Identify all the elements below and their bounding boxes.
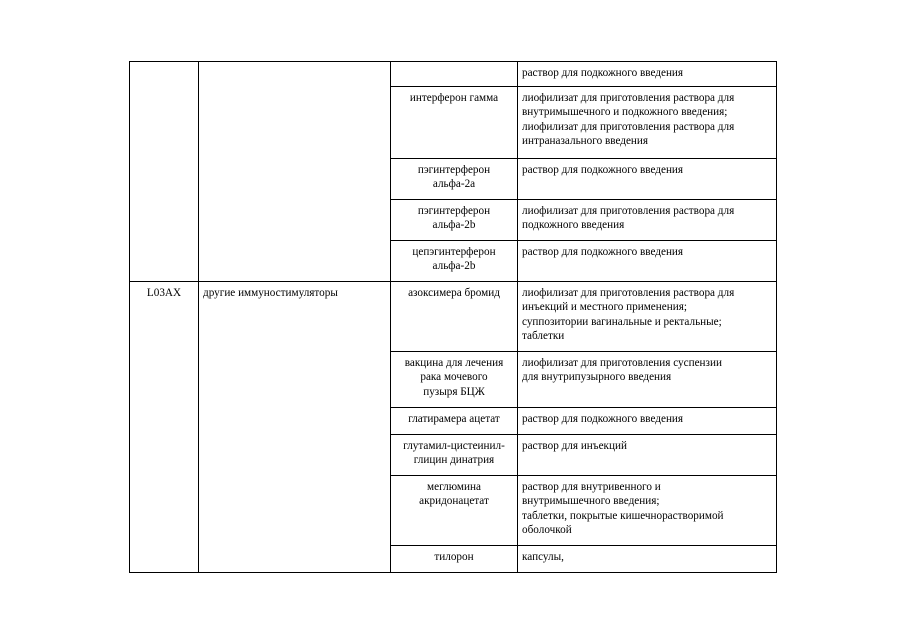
dosage-form-line: лиофилизат для приготовления раствора для	[522, 204, 735, 217]
dosage-form-line: суппозитории вагинальные и ректальные;	[522, 315, 722, 328]
dosage-form-line: лиофилизат для приготовления раствора для	[522, 91, 735, 104]
dosage-form-line: внутримышечного и подкожного введения;	[522, 106, 728, 119]
atc-code-cell	[130, 62, 199, 282]
dosage-form-line: интраназального введения	[522, 135, 649, 148]
dosage-form-line: капсулы,	[522, 550, 564, 563]
dosage-form-line: лиофилизат для приготовления суспензии	[522, 356, 722, 369]
drug-name-cell	[391, 199, 518, 240]
drug-name-line: интерферон гамма	[409, 91, 499, 104]
drug-name-cell	[391, 86, 518, 158]
dosage-form-cell	[518, 475, 777, 545]
drug-name-line: альфа-2b	[432, 219, 476, 232]
dosage-form-line: раствор для подкожного введения	[522, 412, 684, 425]
table-row	[130, 281, 777, 351]
dosage-form-line: внутримышечного введения;	[522, 495, 660, 508]
drug-name-line: альфа-2a	[432, 178, 476, 191]
dosage-form-line: раствор для внутривенного и	[522, 480, 661, 493]
dosage-form-line: таблетки, покрытые кишечнорастворимой	[522, 509, 724, 522]
drug-name-line: глицин динатрия	[413, 454, 495, 467]
drug-name-cell	[391, 475, 518, 545]
dosage-form-line: раствор для подкожного введения	[522, 245, 684, 258]
dosage-form-cell	[518, 158, 777, 199]
drug-name-line: меглюмина	[427, 480, 481, 493]
dosage-form-line: таблетки	[522, 330, 565, 343]
dosage-form-cell	[518, 199, 777, 240]
dosage-form-line: для внутрипузырного введения	[522, 371, 672, 384]
drug-name-cell	[391, 407, 518, 434]
dosage-form-line: раствор для подкожного введения	[522, 67, 684, 79]
drug-name-line: альфа-2b	[432, 260, 476, 273]
drug-name-line: цепэгинтерферон	[412, 245, 496, 258]
group-cell	[199, 62, 391, 282]
atc-code-cell: L03AX	[130, 281, 199, 572]
drug-name-line: тилорон	[434, 550, 474, 563]
dosage-form-line: инъекций и местного применения;	[522, 301, 687, 314]
drug-name-cell	[391, 62, 518, 87]
drug-name-line: глатирамера ацетат	[408, 412, 500, 425]
drug-name-line: рака мочевого	[420, 371, 488, 384]
drug-name-line: пэгинтерферон	[417, 204, 491, 217]
dosage-form-cell	[518, 281, 777, 351]
dosage-form-cell	[518, 86, 777, 158]
dosage-form-cell	[518, 434, 777, 475]
dosage-form-line: лиофилизат для приготовления раствора для	[522, 120, 735, 133]
drug-name-line: акридонацетат	[419, 495, 489, 508]
dosage-form-cell	[518, 62, 777, 87]
dosage-form-line: оболочкой	[522, 524, 572, 537]
drug-name-cell	[391, 545, 518, 572]
table-row	[130, 62, 777, 87]
dosage-form-cell	[518, 351, 777, 407]
drug-name-line: вакцина для лечения	[404, 356, 504, 369]
dosage-form-cell	[518, 545, 777, 572]
drug-table	[129, 61, 777, 573]
drug-name-line: глутамил-цистеинил-	[403, 439, 505, 452]
group-cell: другие иммуностимуляторы	[199, 281, 391, 572]
dosage-form-line: подкожного введения	[522, 219, 625, 232]
drug-name-cell	[391, 434, 518, 475]
drug-name-cell	[391, 281, 518, 351]
drug-name-line: пузыря БЦЖ	[423, 385, 485, 398]
dosage-form-line: лиофилизат для приготовления раствора для	[522, 286, 735, 299]
dosage-form-line: раствор для инъекций	[522, 439, 627, 452]
dosage-form-cell	[518, 407, 777, 434]
drug-name-cell	[391, 351, 518, 407]
dosage-form-cell	[518, 240, 777, 281]
dosage-form-line: раствор для подкожного введения	[522, 163, 684, 176]
drug-name-line: пэгинтерферон	[417, 163, 491, 176]
drug-name-cell	[391, 158, 518, 199]
drug-name-line: азоксимера бромид	[408, 286, 500, 299]
drug-name-cell	[391, 240, 518, 281]
